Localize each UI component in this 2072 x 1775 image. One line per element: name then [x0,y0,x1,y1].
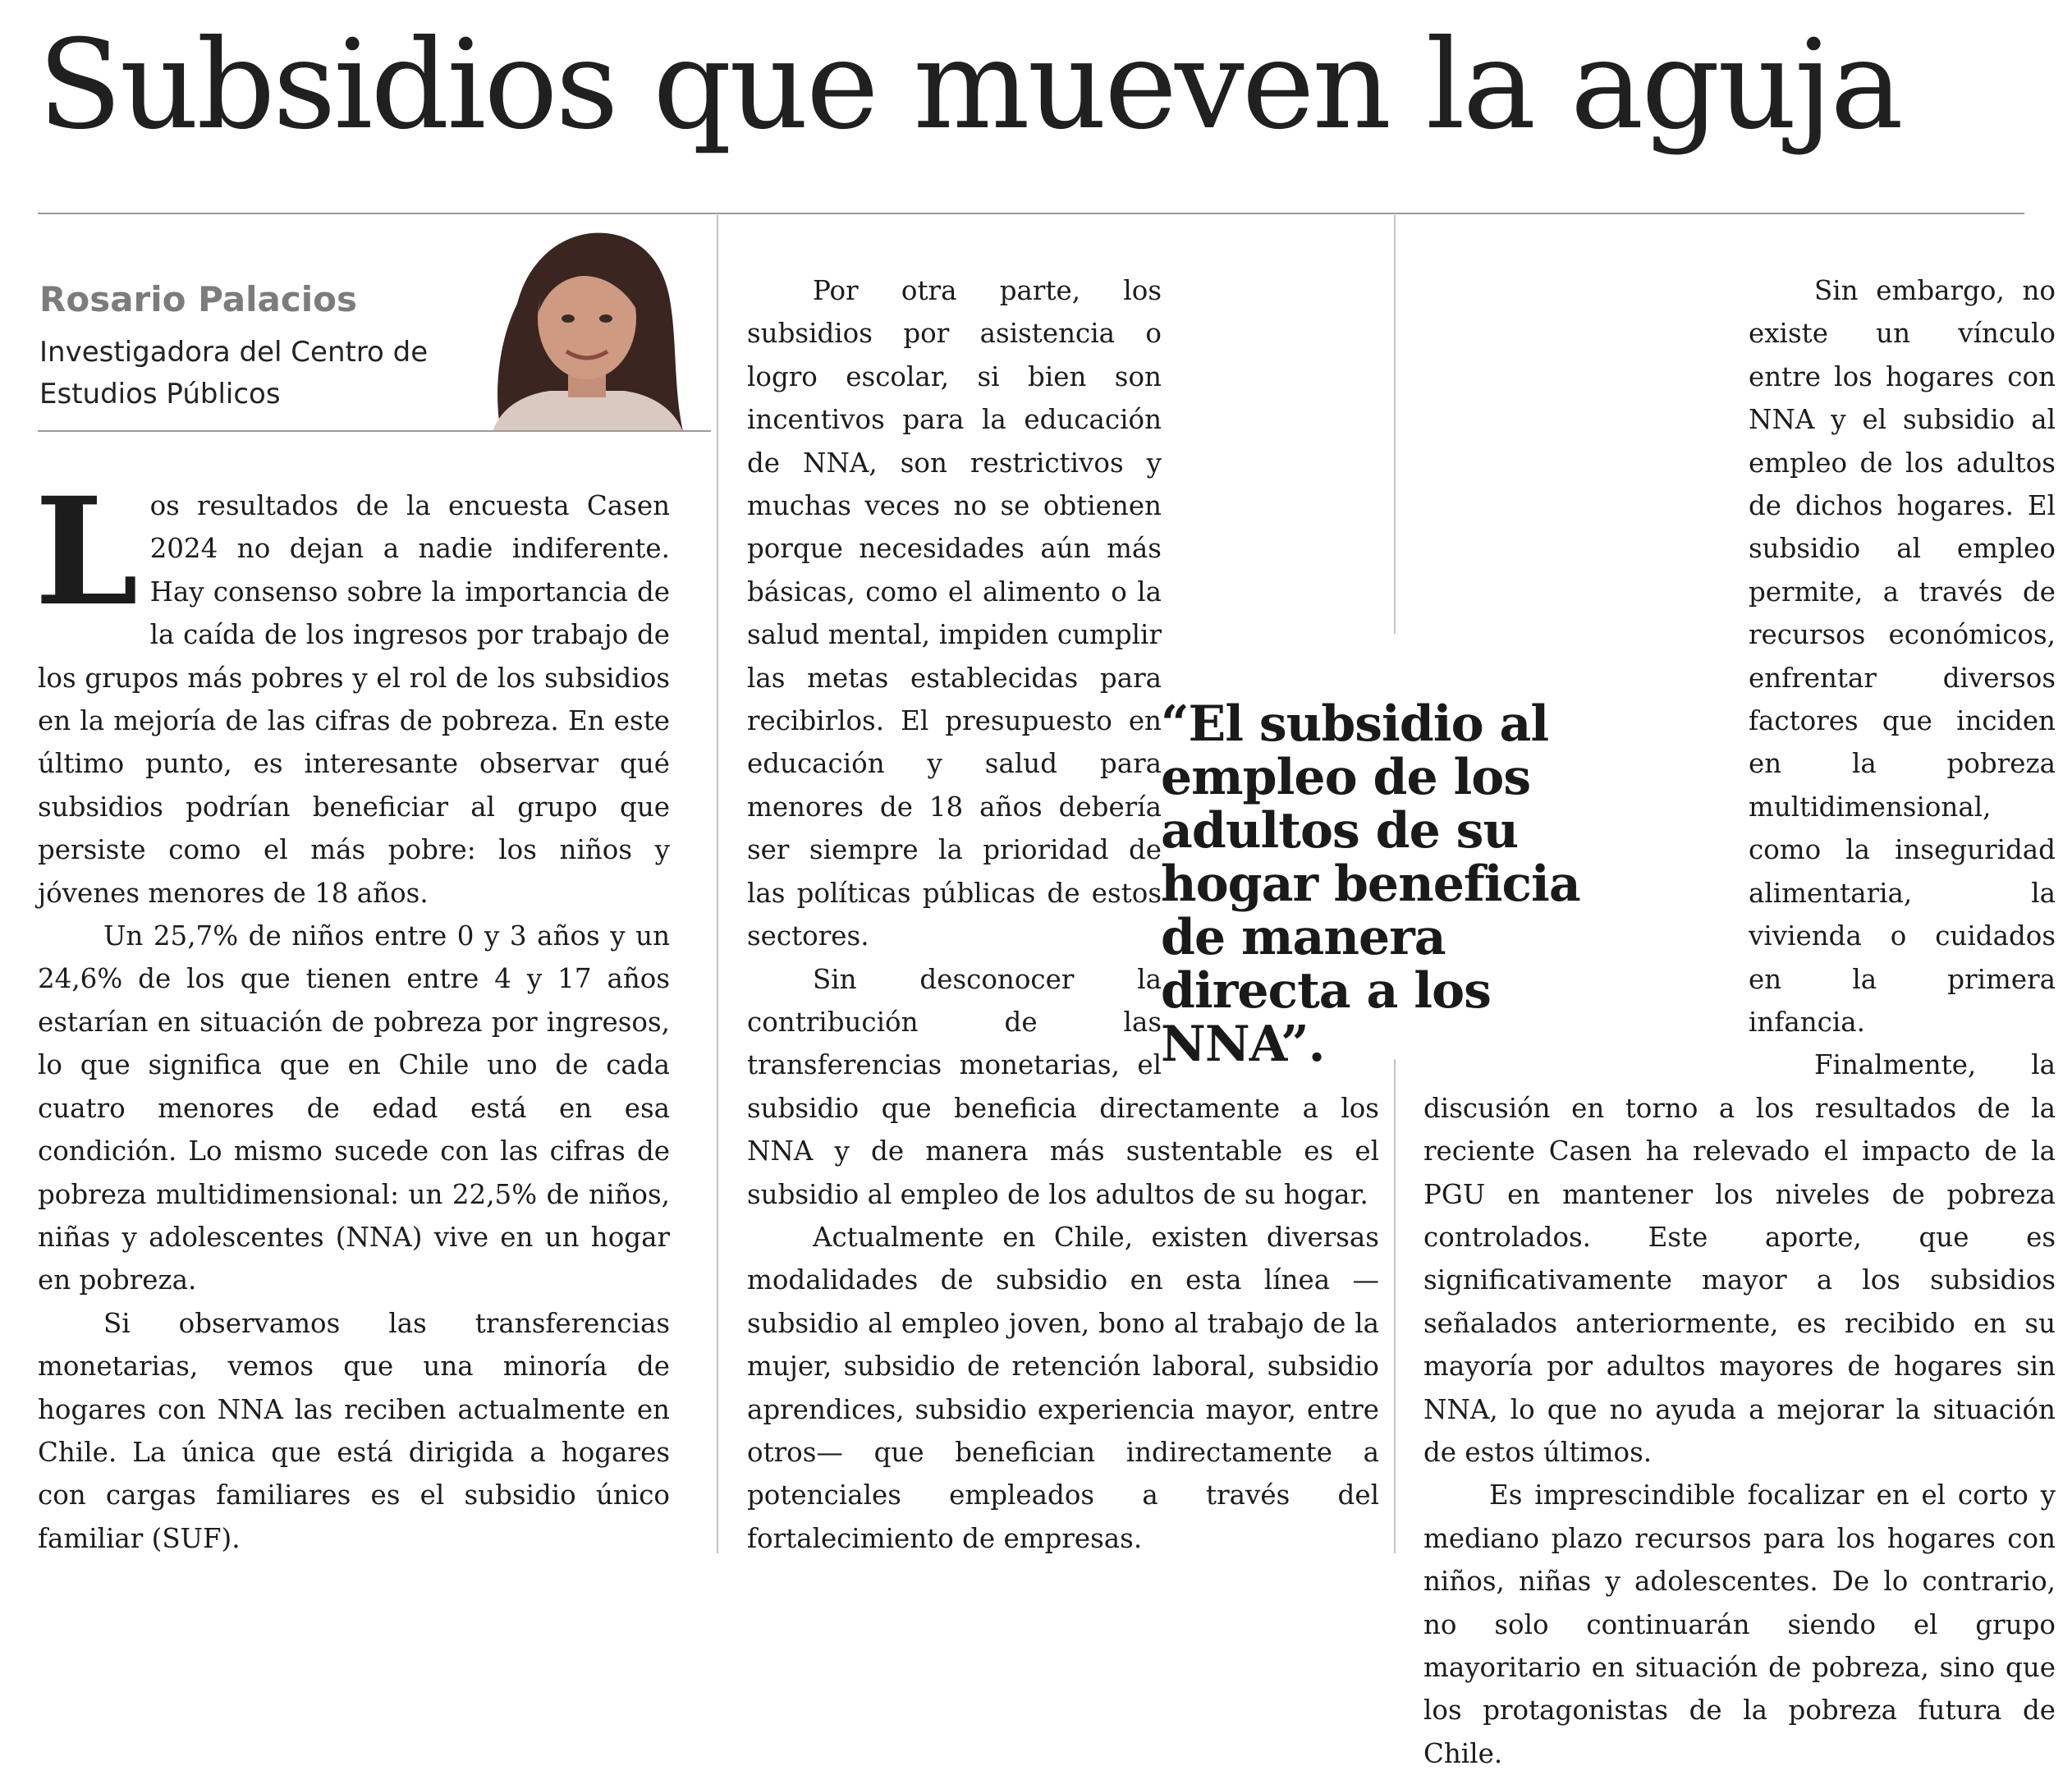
byline-divider [38,430,711,432]
article-column-1 [34,466,670,1560]
paragraph-2: Un 25,7% de niños entre 0 y 3 años y un 24,6% de los que tienen entre 4 y 17 años estarían en situación de pobreza por ingresos, lo que significa que en Chile uno de cada cuatro menores de edad está en esa condición. Lo mismo sucede con las cifras de pobreza multidimensional: un 22,5% de niños, niñas y adolescentes (NNA) vive en un hogar en pobreza. [38,920,670,1296]
author-role: Investigadora del Centro de Estudios Públicos [39,336,429,410]
pull-quote: “El subsidio al empleo de los adultos de su hogar beneficia de manera directa a los NNA”. [1161,695,1580,1073]
paragraph-8: Finalmente, la discusión en torno a los resultados de la reciente Casen ha relevado el impacto de la PGU en mantener los niveles de pobreza controlados. Este aporte, que es significativamente mayor a los subsidios señalados anteriormente, es recibido en su mayoría por adultos mayores de hogares sin NNA, lo que no ayuda a mejorar la situación de estos últimos. [1423,1049,2056,1468]
paragraph-3: Si observamos las transferencias monetarias, vemos que una minoría de hogares con NNA las reciben actualmente en Chile. La única que está dirigida a hogares con cargas familiares es el subsidio único familiar (SUF). [38,1307,670,1554]
paragraph-9: Es imprescindible focalizar en el corto y mediano plazo recursos para los hogares con niños, niñas y adolescentes. De lo contrario, no solo continuarán siendo el grupo mayoritario en situación de pobreza, sino que los protagonistas de la pobreza futura de Chile. [1423,1479,2056,1769]
headline: Subsidios que mueven la aguja [38,14,1901,157]
author-photo-illustration [468,222,706,432]
paragraph-6: Actualmente en Chile, existen diversas modalidades de subsidio en esta línea —subsidio al empleo joven, bono al trabajo de la mujer, subsidio de retención laboral, subsidio aprendices, subsidio experiencia mayor, entre otros— que benefician indirectamente a potenciales empleados a través del fortalecimiento de empresas. [747,1221,1379,1554]
paragraph-1: Los resultados de la encuesta Casen 2024 no dejan a nadie indiferente. Hay consenso sobre la importancia de la caída de los ingresos por trabajo de los grupos más pobres y el rol de los subsidios en la mejoría de las cifras de pobreza. En este último punto, es interesante observar qué subsidios podrían beneficiar al grupo que persiste como el más pobre: los niños y jóvenes menores de 18 años. [34,466,670,909]
paragraph-4: Por otra parte, los subsidios por asistencia o logro escolar, si bien son incentivos para la educación de NNA, son restrictivos y muchas veces no se obtienen porque necesidades aún más básicas, como el alimento o la salud mental, impiden cumplir las metas establecidas para recibirlos. El presupuesto en educación y salud para menores de 18 años debería ser siempre la prioridad de las políticas públicas de estos sectores. [747,275,1162,952]
top-divider [38,213,2024,214]
column-divider-2-lower [1394,1059,1396,1553]
drop-cap: L [34,466,139,639]
author-name: Rosario Palacios [39,279,358,319]
paragraph-7: Sin embargo, no existe un vínculo entre los hogares con NNA y el subsidio al empleo de los adultos de dichos hogares. El subsidio al empleo permite, a través de recursos económicos, enfrentar diversos factores que inciden en la pobreza multidimensional, como la inseguridad alimentaria, la vivienda o cuidados en la primera infancia. [1749,275,2056,1038]
column-divider-2-upper [1394,215,1396,634]
column-divider-1 [717,215,718,1553]
paragraph-5: Sin desconocer la contribución de las transferencias monetarias, el subsidio que beneficia directamente a los NNA y de manera más sustentable es el subsidio al empleo de los adultos de su hogar. [747,963,1379,1210]
author-photo [468,222,706,432]
